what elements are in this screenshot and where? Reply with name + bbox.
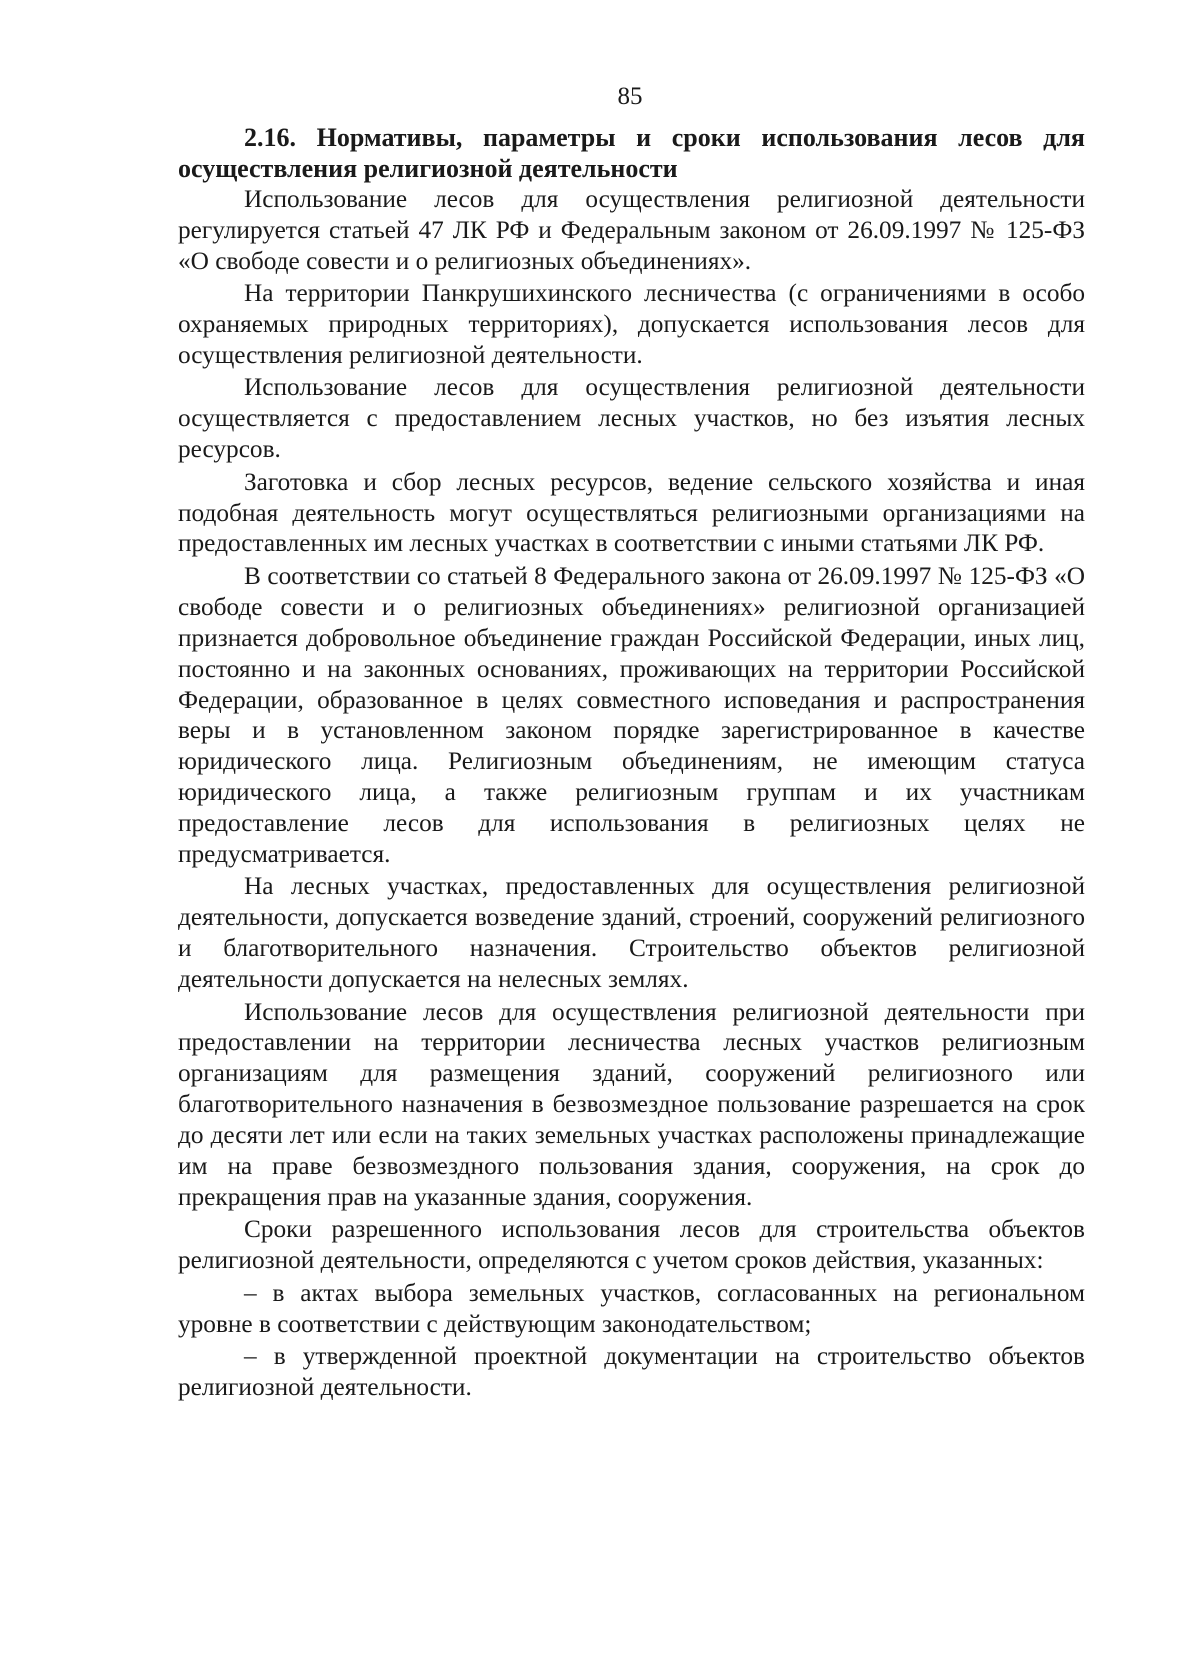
paragraph-2: На территории Панкрушихинского лесничества (с ограничениями в особо охраняемых природных территориях), допускается использования лесов для осуществления религиозной деятельности. bbox=[178, 279, 1085, 370]
section-heading: 2.16. Нормативы, параметры и сроки использования лесов для осуществления религиозной деятельности bbox=[178, 123, 1085, 183]
paragraph-1: Использование лесов для осуществления религиозной деятельности регулируется статьей 47 ЛК РФ и Федеральным законом от 26.09.1997 № 125-ФЗ «О свободе совести и о религиозных объединениях». bbox=[178, 185, 1085, 275]
paragraph-6: На лесных участках, предоставленных для осуществления религиозной деятельности, допускается возведение зданий, строений, сооружений религиозного и благотворительного назначения. Строительство объектов религиозной деятельности допускается на нелесных землях. bbox=[178, 872, 1085, 994]
paragraph-8: Сроки разрешенного использования лесов для строительства объектов религиозной деятельности, определяются с учетом сроков действия, указанных: bbox=[178, 1215, 1085, 1275]
paragraph-7: Использование лесов для осуществления религиозной деятельности при предоставлении на территории лесничества лесных участков религиозным организациям для размещения зданий, сооружений религиозного или благотворительного назначения в безвозмездное пользование разрешается на срок до десяти лет или если на таких земельных участках расположены принадлежащие им на праве безвозмездного пользования здания, сооружения, на срок до прекращения прав на указанные здания, сооружения. bbox=[178, 997, 1085, 1211]
list-item-2: – в утвержденной проектной документации на строительство объектов религиозной деятельности. bbox=[178, 1342, 1085, 1401]
list-item-1: – в актах выбора земельных участков, согласованных на региональном уровне в соответствии с действующим законодательством; bbox=[178, 1278, 1085, 1338]
paragraph-5: В соответствии со статьей 8 Федерального закона от 26.09.1997 № 125-ФЗ «О свободе совести и о религиозных объединениях» религиозной организацией признается добровольное объединение граждан Российской Федерации, иных лиц, постоянно и на законных основаниях, проживающих на территории Российской Федерации, образованное в целях совместного исповедания и распространения веры и в установленном законом порядке зарегистрированное в качестве юридического лица. Религиозным объединениям, не имеющим статуса юридического лица, а также религиозным группам и их участникам предоставление лесов для использования в религиозных целях не предусматривается. bbox=[178, 561, 1085, 869]
paragraph-3: Использование лесов для осуществления религиозной деятельности осуществляется с предоставлением лесных участков, но без изъятия лесных ресурсов. bbox=[178, 373, 1085, 464]
page-number: 85 bbox=[617, 83, 643, 110]
page-content bbox=[178, 122, 1085, 1404]
paragraph-4: Заготовка и сбор лесных ресурсов, ведение сельского хозяйства и иная подобная деятельность могут осуществляться религиозными организациями на предоставленных им лесных участках в соответствии с иными статьями ЛК РФ. bbox=[178, 467, 1085, 558]
